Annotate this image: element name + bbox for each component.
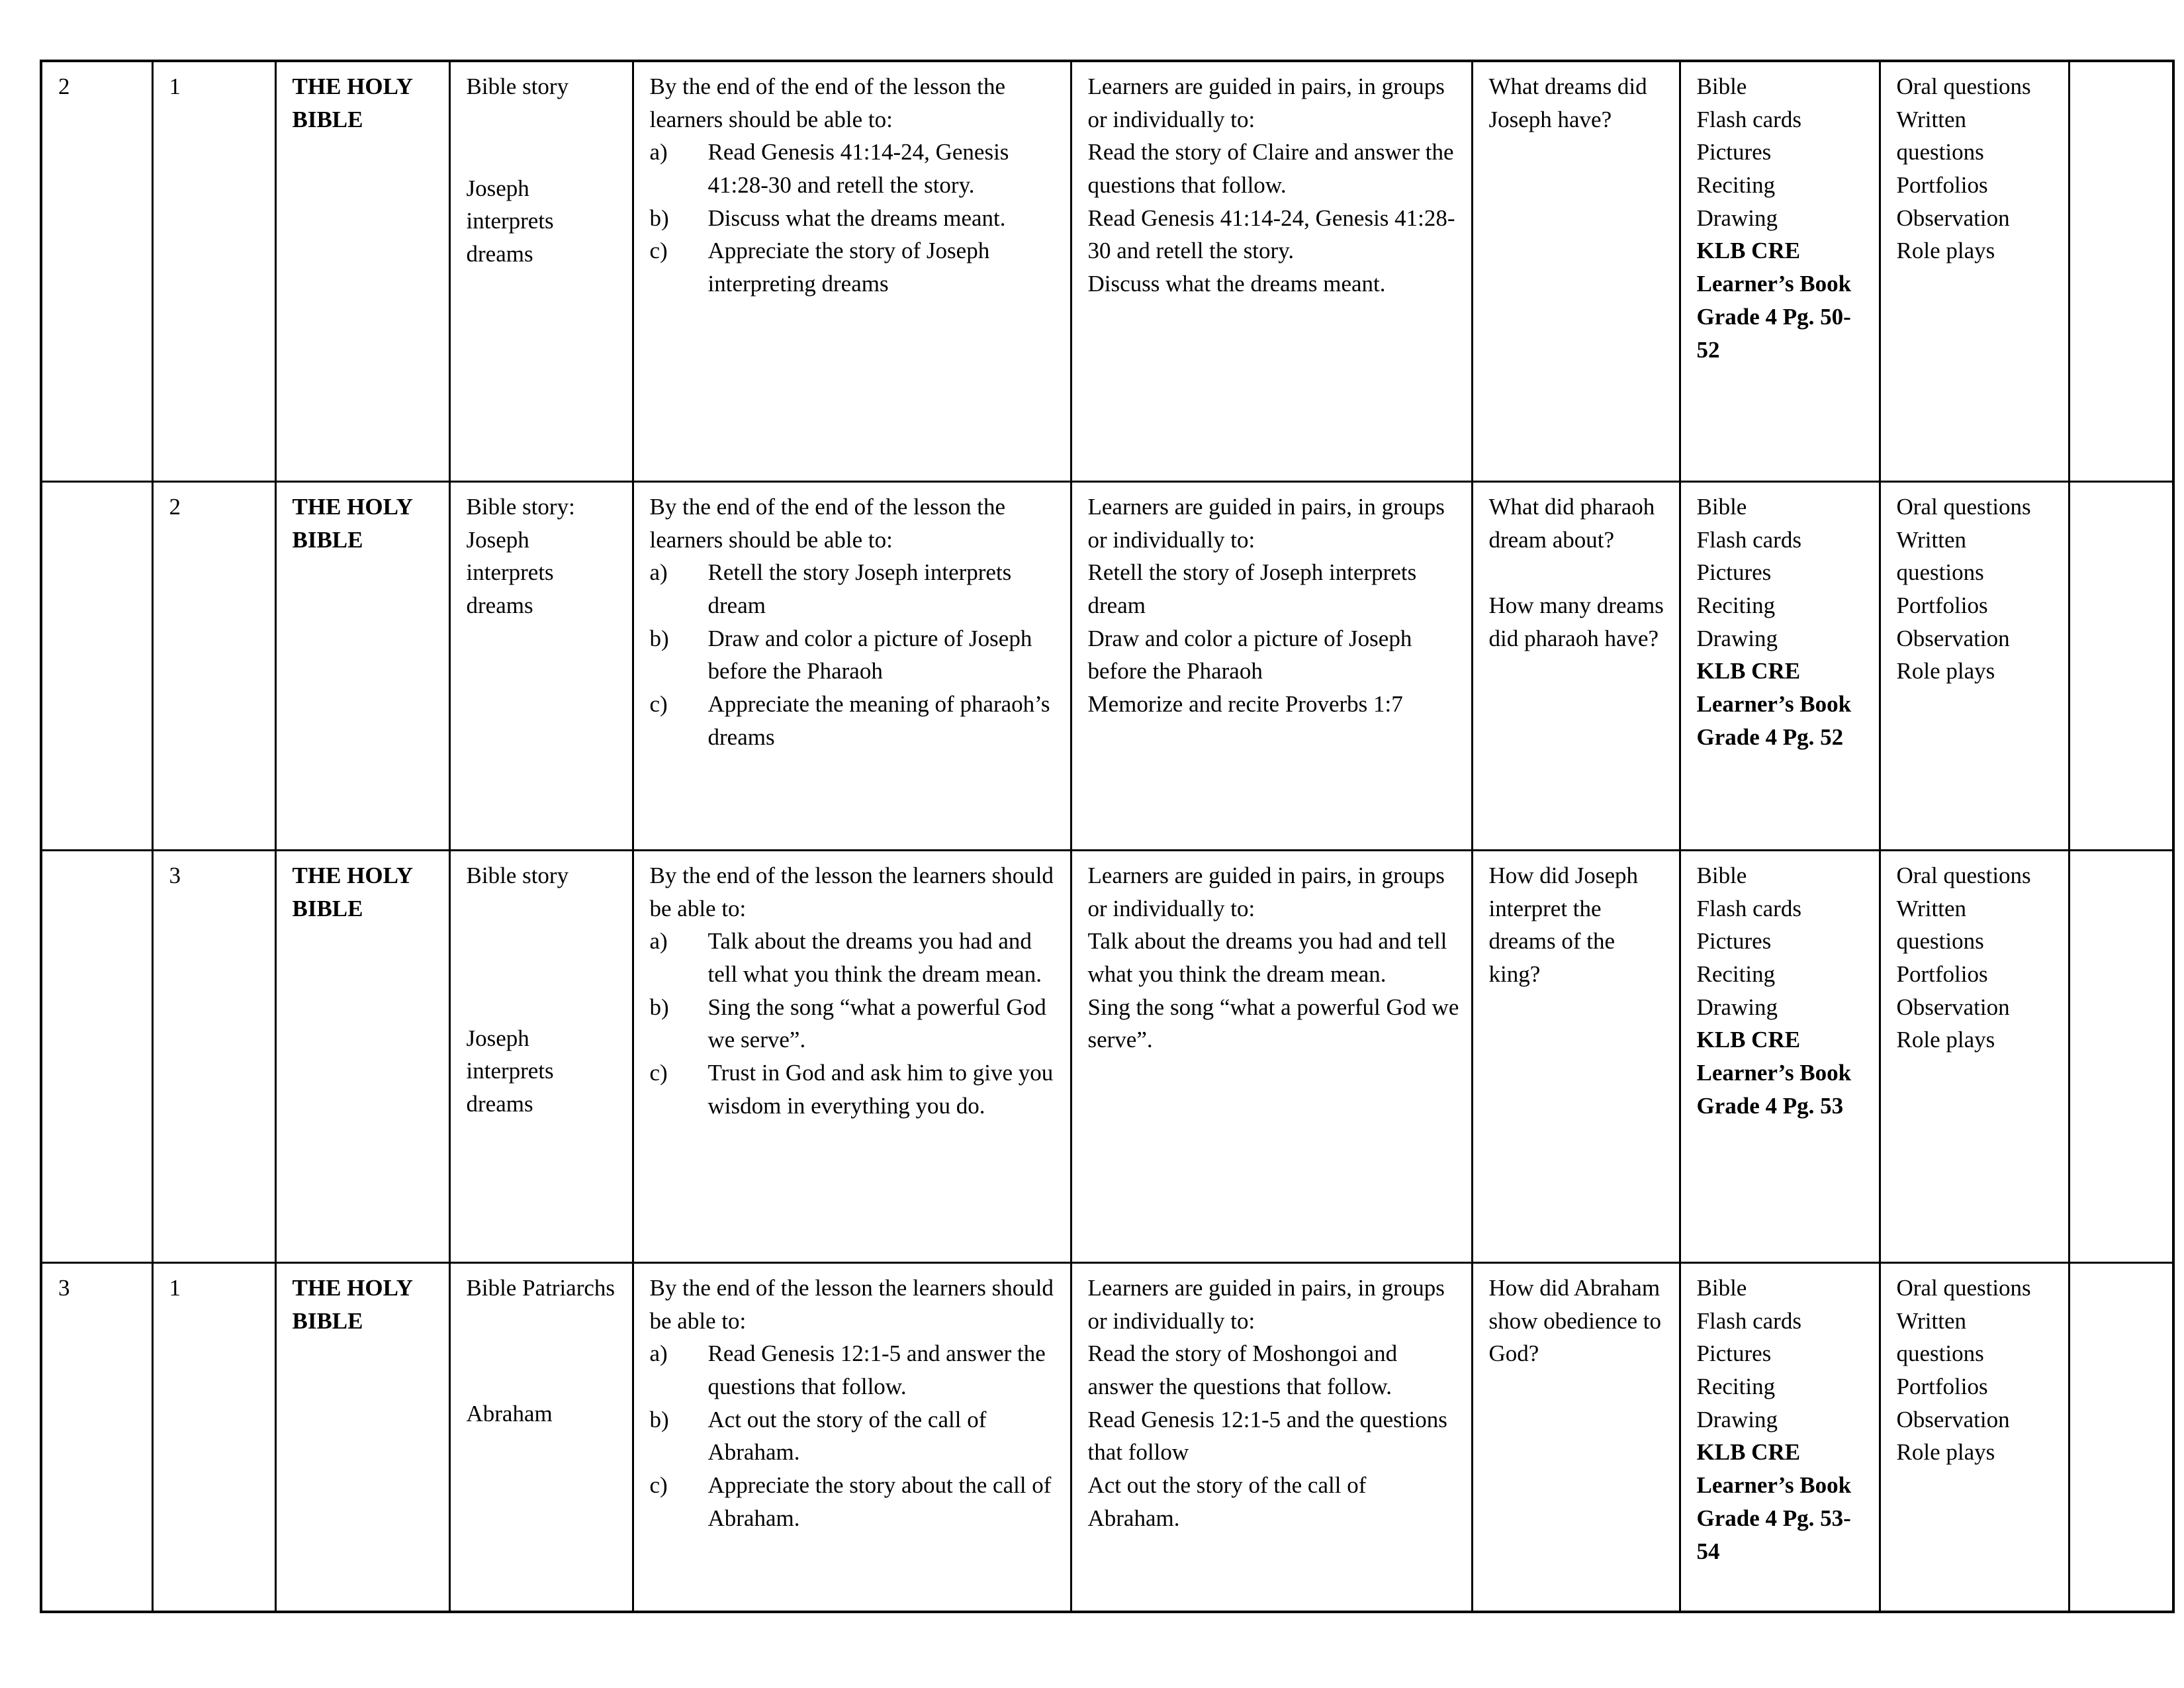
resource-item: Flash cards	[1696, 1307, 1801, 1334]
assessment-item: Written questions	[1896, 106, 1984, 165]
inquiry-question: How did Abraham show obedience to God?	[1488, 1275, 1661, 1367]
substrand-topic: Bible story: Joseph interprets dreams	[466, 494, 575, 619]
experience-line: Learners are guided in pairs, in groups or individually to:	[1087, 73, 1445, 132]
outcome-text: Appreciate the story about the call of Abraham.	[707, 1472, 1052, 1531]
outcome-label: c)	[649, 238, 668, 264]
substrand-cell	[449, 1263, 633, 1613]
experience-line: Learners are guided in pairs, in groups or individually to:	[1087, 1275, 1445, 1334]
resources-cell	[1680, 482, 1880, 851]
assessment-item: Role plays	[1896, 658, 1995, 684]
outcome-item	[650, 1056, 1060, 1122]
resource-item: Reciting	[1696, 1374, 1776, 1400]
outcome-item	[650, 1403, 1060, 1469]
outcomes-cell	[633, 61, 1071, 482]
strand-cell	[275, 482, 449, 851]
lesson-cell	[152, 1263, 275, 1613]
outcome-item	[650, 234, 1060, 300]
assessment-item: Portfolios	[1896, 961, 1988, 988]
resource-item: Drawing	[1696, 205, 1778, 231]
assessment-item: Written questions	[1896, 1307, 1984, 1367]
remarks-cell	[2069, 482, 2173, 851]
outcome-label: c)	[649, 691, 668, 718]
experiences-cell	[1071, 1263, 1472, 1613]
resource-item: Reciting	[1696, 592, 1776, 619]
experience-line: Read Genesis 41:14-24, Genesis 41:28-30 and retell the story.	[1087, 205, 1455, 264]
outcomes-intro: By the end of the end of the lesson the learners should be able to:	[649, 73, 1006, 132]
assessment-item: Role plays	[1896, 1439, 1995, 1466]
experiences-cell	[1071, 482, 1472, 851]
resource-item: Reciting	[1696, 961, 1776, 988]
lesson-number: 2	[169, 494, 181, 520]
assessment-item: Observation	[1896, 205, 2010, 231]
resource-item: Bible	[1696, 1275, 1747, 1301]
assessment-cell	[1880, 61, 2069, 482]
assessment-item: Observation	[1896, 1406, 2010, 1432]
resource-item: Bible	[1696, 494, 1747, 520]
outcome-label: a)	[649, 928, 668, 955]
outcome-text: Retell the story Joseph interprets dream	[707, 559, 1012, 619]
lesson-number: 1	[169, 1275, 181, 1301]
week-cell	[41, 61, 152, 482]
outcome-item	[650, 688, 1060, 753]
strand-cell	[275, 1263, 449, 1613]
outcome-text: Discuss what the dreams meant.	[707, 205, 1006, 231]
resource-item: Pictures	[1696, 559, 1772, 586]
strand-title: THE HOLY BIBLE	[292, 1275, 412, 1334]
outcome-text: Appreciate the story of Joseph interpreting dreams	[707, 238, 990, 297]
outcome-text: Sing the song “what a powerful God we serve”.	[707, 994, 1046, 1053]
substrand-subtopic: Abraham	[466, 1400, 553, 1427]
outcome-item	[650, 991, 1060, 1056]
week-cell	[41, 482, 152, 851]
outcome-text: Talk about the dreams you had and tell what you think the dream mean.	[707, 928, 1042, 988]
outcome-text: Act out the story of the call of Abraham.	[707, 1406, 987, 1466]
table-row	[41, 61, 2173, 482]
assessment-cell	[1880, 1263, 2069, 1613]
lesson-cell	[152, 61, 275, 482]
inquiry-cell	[1472, 1263, 1680, 1613]
substrand-cell	[449, 482, 633, 851]
resource-item: Reciting	[1696, 172, 1776, 199]
experience-line: Read the story of Moshongoi and answer the questions that follow.	[1087, 1340, 1398, 1400]
assessment-cell	[1880, 482, 2069, 851]
assessment-item: Portfolios	[1896, 172, 1988, 199]
substrand-subtopic: Joseph interprets dreams	[466, 175, 554, 267]
outcome-item	[650, 556, 1060, 622]
outcome-item	[650, 1337, 1060, 1403]
inquiry-cell	[1472, 61, 1680, 482]
experience-line: Learners are guided in pairs, in groups or individually to:	[1087, 494, 1445, 553]
assessment-item: Written questions	[1896, 526, 1984, 586]
resource-item: Drawing	[1696, 1406, 1778, 1432]
assessment-item: Oral questions	[1896, 863, 2031, 888]
lesson-cell	[152, 851, 275, 1263]
strand-title: THE HOLY BIBLE	[292, 863, 412, 921]
resource-item: Flash cards	[1696, 526, 1801, 553]
outcome-text: Draw and color a picture of Joseph before the Pharaoh	[707, 625, 1032, 684]
assessment-item: Role plays	[1896, 238, 1995, 264]
substrand-topic: Bible story	[466, 863, 569, 888]
outcomes-cell	[633, 1263, 1071, 1613]
outcome-label: b)	[649, 205, 669, 231]
inquiry-cell	[1472, 851, 1680, 1263]
experiences-cell	[1071, 61, 1472, 482]
resource-book-reference: KLB CRE Learner’s Book Grade 4 Pg. 52	[1696, 658, 1852, 750]
outcome-label: b)	[649, 625, 669, 651]
resource-item: Pictures	[1696, 928, 1772, 955]
resource-item: Pictures	[1696, 1340, 1772, 1367]
substrand-topic: Bible story	[466, 73, 569, 99]
resource-item: Bible	[1696, 73, 1747, 99]
experience-line: Draw and color a picture of Joseph before the Pharaoh	[1087, 625, 1412, 684]
experience-line: Memorize and recite Proverbs 1:7	[1087, 691, 1403, 718]
table-row	[41, 1263, 2173, 1613]
outcome-item	[650, 925, 1060, 990]
assessment-item: Written questions	[1896, 895, 1984, 955]
resource-item: Drawing	[1696, 994, 1778, 1020]
experience-line: Sing the song “what a powerful God we serve”.	[1087, 994, 1459, 1053]
experience-line: Learners are guided in pairs, in groups or individually to:	[1087, 863, 1445, 921]
outcomes-intro: By the end of the lesson the learners should be able to:	[649, 863, 1054, 921]
inquiry-question: What dreams did Joseph have?	[1488, 73, 1647, 132]
outcome-item	[650, 1469, 1060, 1534]
experience-line: Read the story of Claire and answer the questions that follow.	[1087, 139, 1454, 199]
substrand-topic: Bible Patriarchs	[466, 1275, 615, 1301]
assessment-item: Oral questions	[1896, 73, 2031, 99]
table-row	[41, 482, 2173, 851]
table-row	[41, 851, 2173, 1263]
substrand-subtopic: Joseph interprets dreams	[466, 1025, 554, 1117]
scheme-of-work-table	[40, 60, 2175, 1613]
resources-cell	[1680, 61, 1880, 482]
resource-item: Flash cards	[1696, 895, 1801, 921]
outcome-label: c)	[649, 1060, 668, 1086]
strand-title: THE HOLY BIBLE	[292, 73, 412, 132]
remarks-cell	[2069, 61, 2173, 482]
resource-book-reference: KLB CRE Learner’s Book Grade 4 Pg. 50-52	[1696, 238, 1852, 363]
outcome-label: a)	[649, 1340, 668, 1367]
lesson-number: 3	[169, 863, 181, 888]
inquiry-question: How did Joseph interpret the dreams of the king?	[1488, 863, 1639, 988]
outcomes-cell	[633, 851, 1071, 1263]
outcomes-cell	[633, 482, 1071, 851]
week-number: 2	[58, 73, 70, 99]
resource-item: Flash cards	[1696, 106, 1801, 132]
experiences-cell	[1071, 851, 1472, 1263]
week-number: 3	[58, 1275, 70, 1301]
outcome-label: a)	[649, 559, 668, 586]
substrand-cell	[449, 851, 633, 1263]
substrand-cell	[449, 61, 633, 482]
inquiry-cell	[1472, 482, 1680, 851]
resource-book-reference: KLB CRE Learner’s Book Grade 4 Pg. 53	[1696, 1027, 1852, 1119]
outcome-text: Trust in God and ask him to give you wisdom in everything you do.	[707, 1060, 1054, 1119]
experience-line: Discuss what the dreams meant.	[1087, 271, 1386, 297]
resources-cell	[1680, 1263, 1880, 1613]
resources-cell	[1680, 851, 1880, 1263]
inquiry-question: What did pharaoh dream about?	[1488, 494, 1655, 553]
resource-item: Drawing	[1696, 625, 1778, 651]
outcome-label: b)	[649, 1406, 669, 1432]
outcomes-intro: By the end of the lesson the learners should be able to:	[649, 1275, 1054, 1334]
assessment-item: Observation	[1896, 625, 2010, 651]
assessment-item: Role plays	[1896, 1027, 1995, 1053]
remarks-cell	[2069, 1263, 2173, 1613]
outcome-text: Appreciate the meaning of pharaoh’s dreams	[707, 691, 1050, 750]
assessment-cell	[1880, 851, 2069, 1263]
outcome-item	[650, 202, 1060, 235]
outcome-text: Read Genesis 12:1-5 and answer the questions that follow.	[707, 1340, 1046, 1400]
assessment-item: Portfolios	[1896, 1374, 1988, 1400]
outcome-text: Read Genesis 41:14-24, Genesis 41:28-30 and retell the story.	[707, 139, 1009, 199]
week-cell	[41, 1263, 152, 1613]
inquiry-question: How many dreams did pharaoh have?	[1488, 592, 1664, 652]
experience-line: Read Genesis 12:1-5 and the questions that follow	[1087, 1406, 1447, 1466]
outcomes-intro: By the end of the end of the lesson the learners should be able to:	[649, 494, 1006, 553]
outcome-item	[650, 136, 1060, 201]
assessment-item: Portfolios	[1896, 592, 1988, 619]
resource-book-reference: KLB CRE Learner’s Book Grade 4 Pg. 53-54	[1696, 1439, 1852, 1564]
assessment-item: Oral questions	[1896, 494, 2031, 520]
outcome-label: b)	[649, 994, 669, 1020]
experience-line: Talk about the dreams you had and tell what you think the dream mean.	[1087, 928, 1447, 988]
strand-cell	[275, 61, 449, 482]
assessment-item: Observation	[1896, 994, 2010, 1020]
strand-title: THE HOLY BIBLE	[292, 494, 412, 553]
strand-cell	[275, 851, 449, 1263]
resource-item: Bible	[1696, 863, 1747, 888]
resource-item: Pictures	[1696, 139, 1772, 165]
lesson-cell	[152, 482, 275, 851]
outcome-label: a)	[649, 139, 668, 165]
experience-line: Retell the story of Joseph interprets dream	[1087, 559, 1417, 619]
week-cell	[41, 851, 152, 1263]
assessment-item: Oral questions	[1896, 1275, 2031, 1301]
outcome-item	[650, 622, 1060, 688]
outcome-label: c)	[649, 1472, 668, 1499]
remarks-cell	[2069, 851, 2173, 1263]
experience-line: Act out the story of the call of Abraham.	[1087, 1472, 1367, 1531]
lesson-number: 1	[169, 73, 181, 99]
